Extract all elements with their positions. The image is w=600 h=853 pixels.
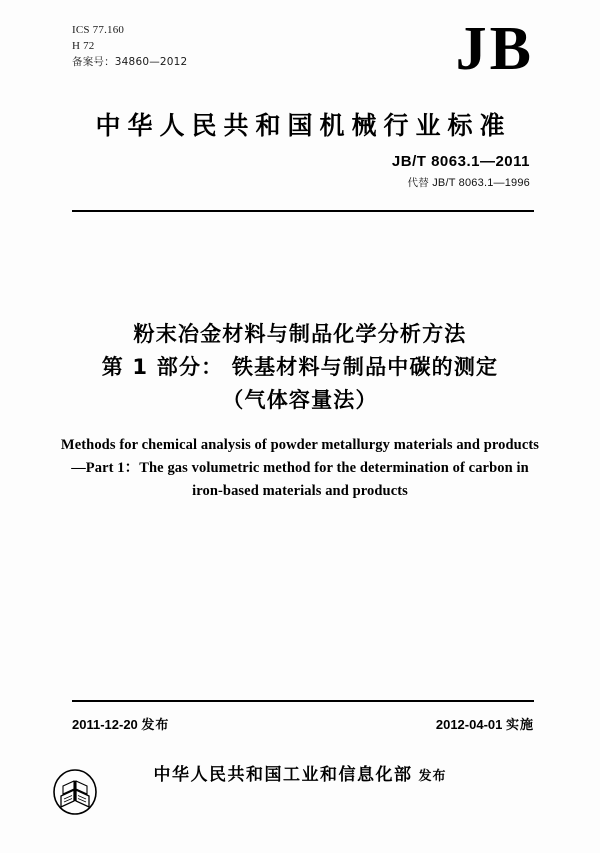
title-en-line3: iron-based materials and products bbox=[192, 483, 408, 499]
document-meta-block bbox=[72, 22, 187, 70]
document-title-chinese bbox=[0, 318, 600, 417]
title-cn-line3: （气体容量法） bbox=[222, 388, 378, 412]
replaces-number: JB/T 8063.1—1996 bbox=[432, 177, 530, 189]
issue-date-item bbox=[72, 714, 169, 733]
standard-series-title: 中华人民共和国机械行业标准 bbox=[95, 111, 512, 140]
title-en-line1: Methods for chemical analysis of powder metallurgy materials and products bbox=[60, 437, 540, 453]
publisher-name: 中华人民共和国工业和信息化部 bbox=[153, 765, 413, 785]
effective-date-item bbox=[436, 714, 534, 733]
title-en-line2: —Part 1：The gas volumetric method for the determination of carbon in bbox=[71, 460, 529, 476]
replaces-prefix: 代替 bbox=[407, 177, 429, 189]
ics-code: ICS 77.160 bbox=[72, 24, 125, 36]
document-title-english bbox=[0, 434, 600, 503]
standard-number-block bbox=[392, 152, 530, 193]
jb-logo: JB bbox=[455, 15, 534, 83]
divider-bottom bbox=[72, 700, 534, 702]
classification-code: H 72 bbox=[72, 40, 95, 52]
standard-number: JB/T 8063.1—2011 bbox=[391, 153, 530, 170]
divider-top bbox=[72, 210, 534, 212]
effective-date: 2012-04-01 bbox=[435, 717, 503, 732]
publisher-suffix: 发布 bbox=[418, 769, 447, 784]
dates-row bbox=[72, 714, 534, 733]
effective-date-label: 实施 bbox=[505, 718, 534, 733]
issue-date: 2011-12-20 bbox=[72, 717, 138, 732]
standard-replaces bbox=[392, 174, 530, 193]
issue-date-label: 发布 bbox=[141, 718, 170, 733]
books-emblem-icon bbox=[52, 768, 98, 816]
title-cn-line2: 第 1 部分： 铁基材料与制品中碳的测定 bbox=[101, 355, 499, 379]
title-cn-line1: 粉末冶金材料与制品化学分析方法 bbox=[133, 322, 467, 346]
record-number: 备案号：34860—2012 bbox=[72, 56, 188, 68]
